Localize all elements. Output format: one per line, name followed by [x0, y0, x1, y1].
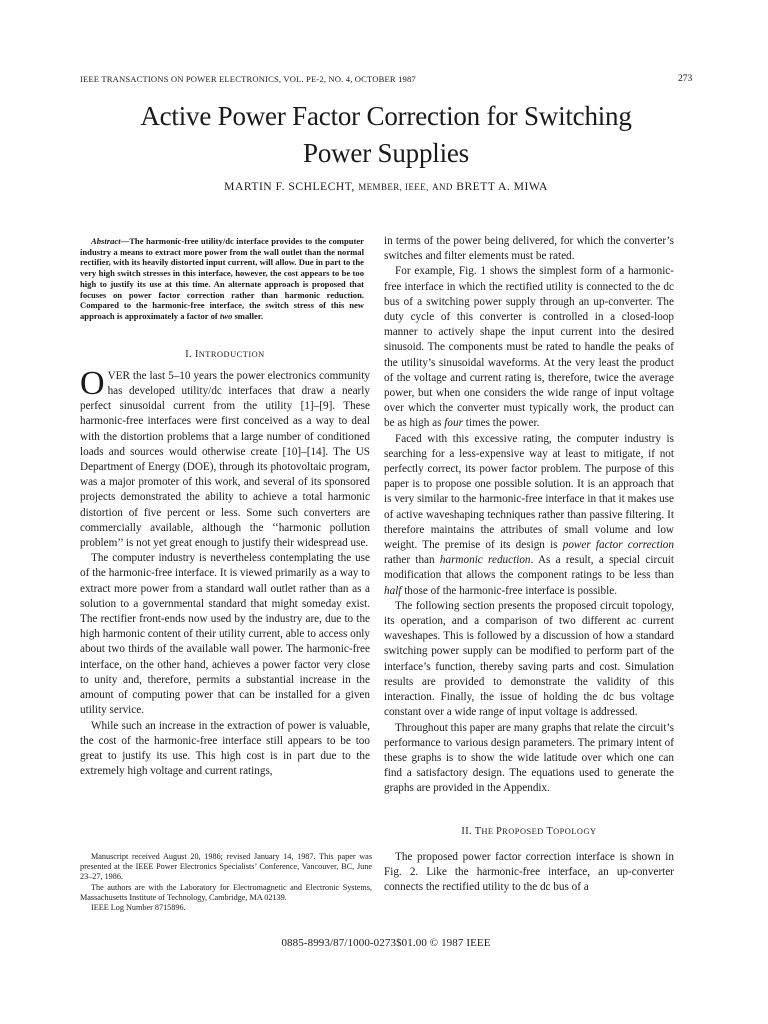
author-name-1: MARTIN F. SCHLECHT, — [224, 180, 355, 193]
abstract-label: Abstract — [91, 236, 121, 246]
section-heading-numeral: I. I — [185, 348, 199, 360]
emphasis-four: four — [444, 417, 463, 430]
running-head: IEEE TRANSACTIONS ON POWER ELECTRONICS, VOL. PE-2, NO. 4, OCTOBER 1987 — [80, 74, 416, 84]
body-paragraph-premise — [384, 432, 674, 599]
premise-text-d: those of the harmonic-free interface is possible. — [401, 584, 617, 597]
heading-part-3: OPOLOGY — [553, 826, 597, 836]
intro-paragraph-3: While such an increase in the extraction of power is valuable, the cost of the harmonic-free interface still appears to be too great to justify its use. This high cost is in part due to the extremely high voltage and current ratings, — [80, 719, 370, 778]
emphasis-half: half — [384, 584, 402, 597]
footnote-log-number: IEEE Log Number 8715896. — [91, 903, 186, 913]
heading-cap-p: P — [496, 825, 503, 837]
drop-cap: O — [80, 364, 105, 402]
body-paragraph-outline: The following section presents the proposed circuit topology, its operation, and a comparison of two different ac current waveshapes. This is followed by a discussion of how a standard switching power supply can be modified to perform part of the interface’s function, thereby saving parts and cost. Simulation results are provided to demonstrate the validity of this interaction. Finally, the issue of holding the dc bus voltage constant over a wide range of input voltage is addressed. — [384, 599, 674, 719]
abstract — [80, 236, 370, 322]
body-paragraph-topology: The proposed power factor correction interface is shown in Fig. 2. Like the harmonic-free interface, an up-converter connects the rectified utility to the dc bus of a — [384, 850, 674, 894]
intro-paragraph-1 — [80, 364, 370, 551]
section-heading-proposed-topology — [384, 824, 674, 839]
footnote-affiliation: The authors are with the Laboratory for Electromagnetic and Electronic Systems, Massachusetts Institute of Technology, Cambridge, MA 02139. — [80, 882, 372, 902]
body-paragraph-continued: in terms of the power being delivered, for which the converter’s switches and filter elements must be rated. — [384, 235, 674, 263]
emphasis-pfc: power factor correction — [562, 539, 674, 552]
heading-part-1: HE — [481, 826, 497, 836]
heading-numeral: II. T — [461, 825, 482, 837]
body-paragraph-graphs: Throughout this paper are many graphs that relate the circuit’s performance to various design parameters. The primary intent of these graphs is to show the wide latitude over which one can find a satisfactory design. The equations used to generate the graphs are provided in the Appendix. — [384, 721, 674, 795]
intro-paragraph-2: The computer industry is nevertheless contemplating the use of the harmonic-free interface. It is viewed primarily as a way to extract more power from a standard wall outlet rather than as a solution to a governmental standard that might someday exist. The rectifier front-ends now used by the industry are, due to the high harmonic content of their utility current, able to access only about two thirds of the available wall power. The harmonic-free interface, on the other hand, achieves a power factor very close to unity and, therefore, permits a substantial increase in the amount of computing power that can be installed for a given utility service. — [80, 552, 370, 717]
author-name-2: BRETT A. MIWA — [456, 180, 548, 193]
abstract-emphasis: two — [219, 310, 233, 321]
author-conjunction: AND — [432, 182, 453, 192]
author-line — [80, 180, 692, 193]
body-paragraph-fig1-text: For example, Fig. 1 shows the simplest form of a harmonic-free interface in which the rectified utility is connected to the dc bus of a switching power supply through an up-converter. The duty cycle of this converter is controlled in a closed-loop manner to actively shape the input current into the desired sinusoid. The components must be rated to handle the peaks of the utility’s sinusoidal waveforms. At the very least the product of the voltage and current rating is, therefore, twice the average power, but when one considers the wide range of input voltage over which the converter must typically work, the product can be as high as — [384, 265, 674, 430]
abstract-end: smaller. — [232, 310, 264, 321]
title-line-2: Power Supplies — [303, 138, 469, 168]
left-column — [80, 234, 370, 779]
paper-title — [80, 98, 692, 172]
title-line-1: Active Power Factor Correction for Switching — [140, 101, 632, 131]
section-heading-rest: NTRODUCTION — [198, 349, 265, 359]
heading-cap-t: T — [546, 825, 554, 837]
premise-text-b: rather than — [384, 554, 440, 567]
footnote — [80, 852, 372, 913]
section-heading-introduction — [80, 347, 370, 362]
copyright-footer: 0885-8993/87/1000-0273$01.00 © 1987 IEEE — [281, 937, 491, 949]
intro-paragraph-1-text: VER the last 5–10 years the power electronics community has developed utility/dc interfaces that draw a nearly perfect sinusoidal current from the utility [1]–[9]. These harmonic-free interfaces were first conceived as a way to deal with the distortion problems that a large number of conditioned loads and sources would otherwise create [10]–[14]. The US Department of Energy (DOE), through its photovoltaic program, was a major promoter of this work, and several of its sponsored projects demonstrated the ability to achieve a total harmonic distortion of five percent or less. Some such converters are commercially available, although the ‘‘harmonic pollution problem’’ is not yet great enough to justify their widespread use. — [80, 369, 370, 550]
emphasis-harmonic-reduction: harmonic reduction — [439, 554, 531, 567]
abstract-text: —The harmonic-free utility/dc interface provides to the computer industry a means to extract more power from the wall outlet than the normal rectifier, with its heavily distorted input current, will allow. Due in part to the very high switch stresses in this interface, however, the cost appears to be too high to justify its use at this time. An alternate approach is proposed that focuses on power factor correction rather than harmonic reduction. Compared to the harmonic-free interface, the switch stress of this new approach is approximately a factor of — [80, 236, 364, 321]
page-number: 273 — [678, 74, 693, 84]
heading-part-2: ROPOSED — [502, 826, 547, 836]
body-paragraph-fig1 — [384, 264, 674, 431]
premise-text-a: Faced with this excessive rating, the computer industry is searching for a less-expensive way at least to mitigate, if not perfectly correct, its power factor problem. The purpose of this paper is to propose one possible solution. It is an approach that is very similar to the harmonic-free interface in that it makes use of active waveshaping techniques rather than passive filtering. It therefore maintains the attributes of small volume and low weight. The premise of its design is — [384, 432, 674, 552]
premise-text-c: . As a result, a special circuit modification that allows the component ratings to be less than — [384, 554, 674, 582]
body-paragraph-fig1-end: times the power. — [462, 417, 540, 430]
right-column — [384, 234, 674, 895]
footnote-manuscript: Manuscript received August 20, 1986; revised January 14, 1987. This paper was presented at the IEEE Power Electronics Specialists’ Conference, Vancouver, BC, June 23–27, 1986. — [80, 852, 372, 882]
author-membership: MEMBER, IEEE, — [358, 182, 429, 192]
